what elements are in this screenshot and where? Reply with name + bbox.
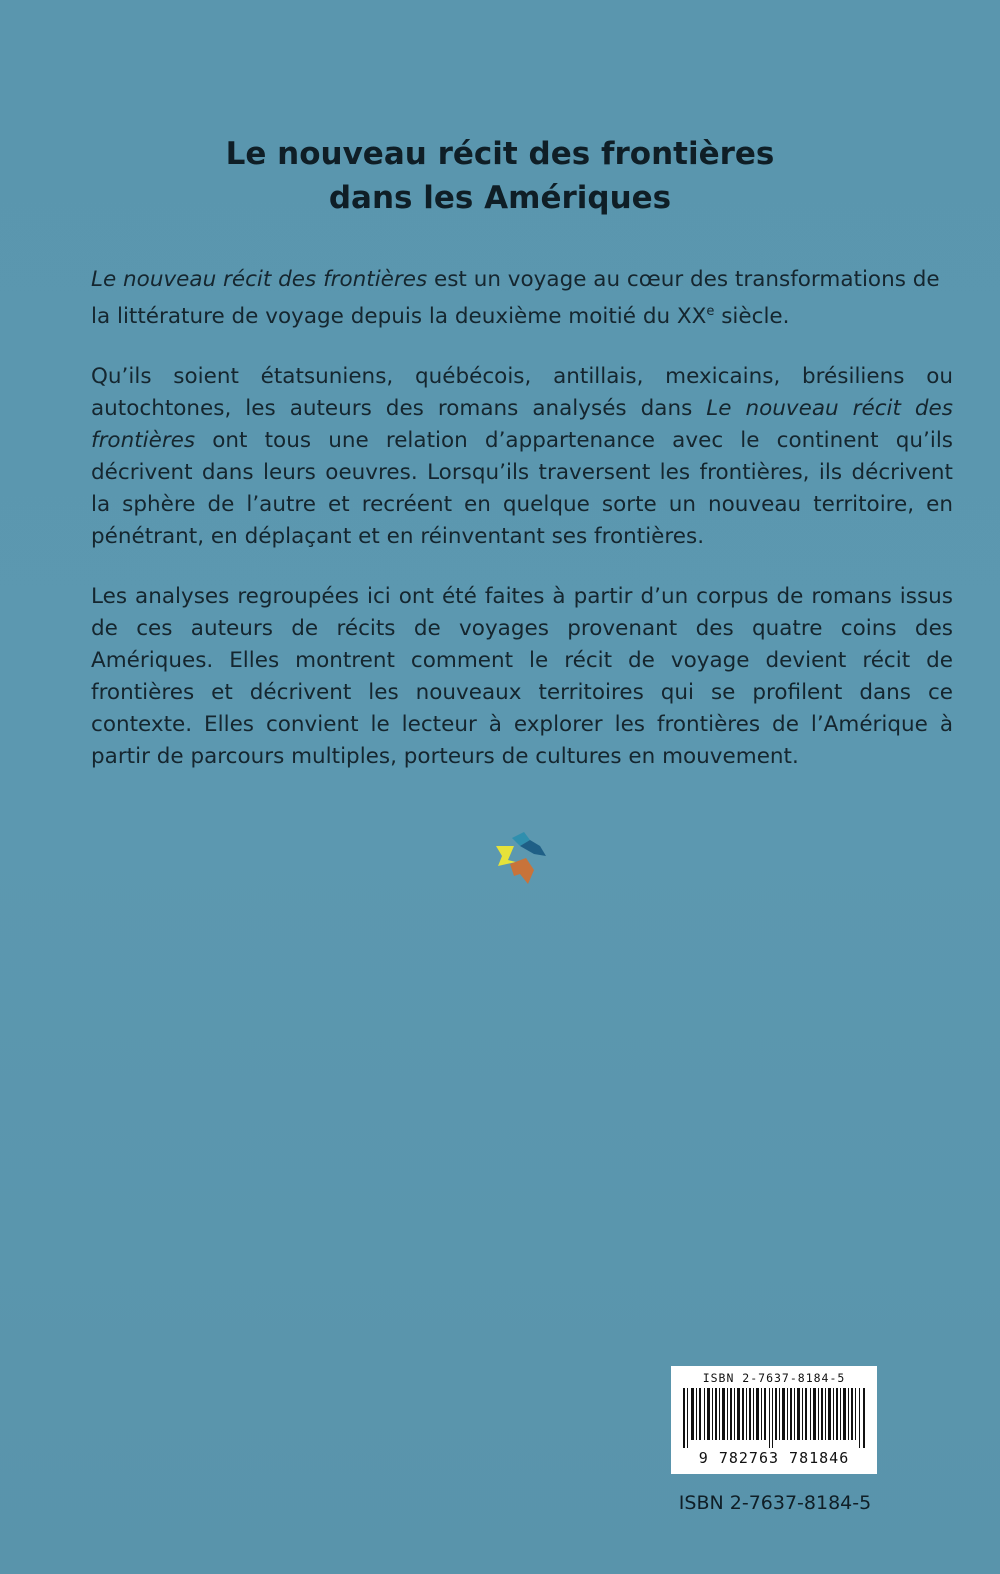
paragraph-1: Le nouveau récit des frontières est un voyage au cœur des transformations de la littérature de voyage depuis la deuxième moitié du XXe siècle. [91, 267, 940, 330]
barcode [671, 1366, 877, 1474]
blurb [91, 264, 953, 801]
publisher-logo-icon [490, 830, 550, 886]
title-line-2: dans les Amériques [328, 180, 672, 216]
book-title [100, 132, 900, 220]
paragraph-3: Les analyses regroupées ici ont été faites à partir d’un corpus de romans issus de ces auteurs de récits de voyages provenant des quatre coins des Amériques. Elles montrent comment le récit de voyage devient récit de frontières et décrivent les nouveaux territoires qui se profilent dans ce contexte. Elles convient le lecteur à explorer les frontières de l’Amérique à partir de parcours multiples, porteurs de cultures en mouvement. [91, 584, 953, 770]
book-title-italic: Le nouveau récit des frontières [91, 396, 953, 454]
barcode-number: 9 782763 781846 [698, 1449, 850, 1467]
isbn-text: ISBN 2-7637-8184-5 [678, 1492, 872, 1514]
barcode-isbn-label: ISBN 2-7637-8184-5 [702, 1371, 846, 1385]
book-title-italic: Le nouveau récit des frontières [91, 267, 428, 292]
barcode-bars [683, 1388, 867, 1448]
paragraph-2: Qu’ils soient étatsuniens, québécois, antillais, mexicains, brésiliens ou autochtones, les auteurs des romans analysés dans Le nouveau récit des frontières ont tous une relation d’appartenance avec le continent qu’ils décrivent dans leurs oeuvres. Lorsqu’ils traversent les frontières, ils décrivent la sphère de l’autre et recréent en quelque sorte un nouveau territoire, en pénétrant, en déplaçant et en réinventant ses frontières. [91, 364, 953, 550]
title-line-1: Le nouveau récit des frontières [225, 136, 775, 172]
